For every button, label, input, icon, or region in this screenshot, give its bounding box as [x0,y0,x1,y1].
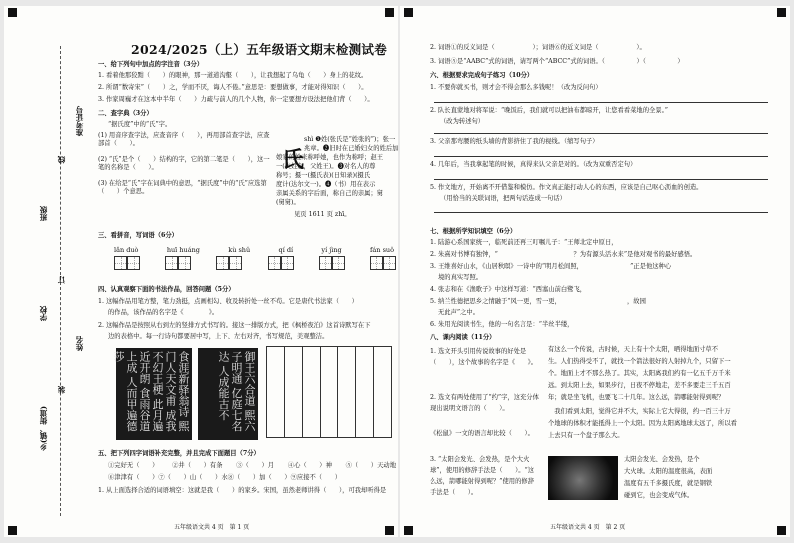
question-text: 2. 词语①的反义词是（ ）；词语⑥的近义词是（ ）。 [430,44,646,51]
question-text: 1. 看着他那狡黠（ ）的眼神，那一道道沟壑（ ），让我想起了乌龟（ ）身上的花纹。 [98,72,368,79]
question-text: （改为转述句） [440,118,485,125]
dictionary-line: 娘家的姓来称呼她，也作为称呼；赵王 [276,154,384,161]
passage-line: 个。地面上才不那么热了。其实，太阳离我们约有一亿五千万千米 [548,370,731,377]
question-text: 2. 朱熹对书博有独钟，“ ？为有源头活水来”是他对观书的最好感悟。 [430,251,697,258]
question-text: 5. 作文地方，开始离不开借鉴和模仿。作文真正能打动人心的东西，应该是自己呕心沥血的创造。 [430,184,703,191]
idiom-item: ⑤（ ）天动地 [345,462,396,469]
section-6-heading: 六、根据要求完成句子练习（10分） [430,72,534,79]
passage-line: 碰到它，也会变成气体。 [624,492,694,499]
question-text: 3. 作家周巍才在这本中半年（ ）力疏与前人的几个人物，你一定要想方设法把他们背（ ）。 [98,96,374,103]
dictionary-line: 兆章。❷旧时在已婚妇女的姓后加 [304,145,399,152]
calligraphy-column: 人成能古不 [217,365,230,421]
answer-line[interactable] [434,179,768,180]
exam-title: 2024/2025（上）五年级语文期末检测试卷 [130,42,388,57]
calligraphy-image-1 [112,348,192,440]
question-text: 4. 张志和在《渔歌子》中这样写道：“西塞山前白鹭飞， [430,286,587,293]
exam-page-1 [4,6,398,537]
idiom-row [108,474,340,482]
pinyin-item: yí jìng [321,246,342,254]
corner-mark [777,8,786,17]
dictionary-head-character: 氏 [282,147,305,173]
question-text: 2. 队长直蒙地对将军说：“晚饭后，我们就可以把油布都晾开，让您看看菜地的全景。” [430,107,668,114]
dictionary-line: 度计(达尔文一)。❹（书）用在表示 [276,181,376,188]
question-text: “据氏度”中的“氏”字。 [108,121,172,128]
passage-line: 大火球。太阳的温度很高，表面 [624,468,713,475]
pinyin-item: lǎn duò [114,246,139,254]
line-word-zhuang: 装 [57,386,66,394]
idiom-row [108,462,396,470]
school-label: 学校 [39,306,48,321]
pinyin-row [114,246,394,254]
pinyin-item: huī huáng [166,246,200,254]
question-text: 2. 选文有两处使用了“约”字，这充分体现出说明文语言的（ ）。 [430,394,539,412]
passage-line: 温度有五千多摄氏度，就是钢铁 [624,480,713,487]
idiom-item: ③（ ）月 [236,462,275,469]
answer-line[interactable] [434,212,768,213]
pinyin-item: kù shǔ [228,246,251,254]
question-text: 3. 王维喜好山水，《山居秋暝》一诗中的“明月松间照， ”正是他这种心 [430,263,672,270]
idiom-item: ⑨应接不（ ） [290,474,341,481]
question-text: 5. 纳兰性德把思乡之情融于“风一更，雪一更， ，故园 [430,298,646,305]
calligraphy-column: 亿庭七名达 [217,351,243,432]
section-4-heading: 四、认真观察下面的书法作品，回答问题（5分） [98,286,235,293]
passage-line: 太阳会发光、会发热，是个 [624,456,700,463]
passage-line: 上去只有一个盘子那么大。 [548,432,624,439]
calligraphy-column: 熙门人天文甫 [164,351,190,432]
corner-mark [404,8,413,17]
pinyin-item: qí dí [278,246,294,254]
calligraphy-column: 御王六合道 [243,351,256,406]
question-text: 6. 朱用光阅读书生，他的一句名言是：“半丝半缕， [430,321,574,328]
question-text: 4. 几年后，当我拿起笔的时候，真得来认父亲是对的。（改为双重否定句） [430,161,637,168]
question-text: 《松鼠》一文的语言却比较（ ）。 [430,430,534,437]
calligraphy-column: 熙六子明通 [230,351,256,432]
dictionary-line: (舅舅)。 [276,199,300,206]
question-text: 的作品，该作品的名字是《 》。 [108,309,219,316]
calligraphy-column: 此月遍近开朗 [138,351,164,432]
area-label: 乡(镇、街道) [39,406,48,451]
calligraphy-column: 食涯新驿翁诗 [177,351,190,417]
question-text: 1. 这幅作品用笔方整，笔力劲挺，点画相勾、收及转折处一丝不苟。它是唐代书法家（ ） [98,298,358,305]
passage-line: 有这么一个传说，古时候，天上有十个太阳，晒得地面寸草不 [548,346,719,353]
question-text: (2) “氏”是个（ ）结构的字，它的第二笔是（ ），这一笔的名称是（ ）。 [98,156,270,171]
page-footer: 五年级语文共 4 页 第 2 页 [550,524,626,531]
question-text: (3) 在给是“氏”字在词典中的意思，“据氏度”中的“氏”应选第（ ）个意思。 [98,180,267,195]
section-1-heading: 一、给下列句中加点的字注音（3分） [98,61,204,68]
answer-line[interactable] [434,156,768,157]
idiom-item: ⑧（ ）加（ ） [227,474,291,481]
question-text: 1. 不要你就买书，则才会不得会那么多钱呢！（改为反问句） [430,84,602,91]
question-text: 2. 这幅作品是按照从右到左的竖排方式书写的。接这一排版方式，把《枫桥夜泊》这首诗默写在下 [98,322,371,329]
dictionary-line: 称号；摄一(摄氏表)(日知录)(摄氏 [276,172,371,179]
line-word-xian: 线 [57,156,66,164]
poem-copy-table[interactable] [266,346,392,438]
section-7-heading: 七、根据所学知识填空（6分） [430,228,517,235]
idiom-item: ①完好无（ ） [108,462,159,469]
pinyin-item: fán suǒ [370,246,394,254]
corner-mark [777,526,786,535]
idiom-item: ④心（ ）神 [287,462,332,469]
dictionary-line: shì ❶姓(张氏是“姓张的”)；张一 [304,136,396,143]
answer-line[interactable] [434,133,768,134]
passage-line: 个地球的体积才能抵得上一个太阳。因为太阳离地球太远了，所以看 [548,420,737,427]
question-text: 3. 父亲那弯腰的纸头墙的背影挤住了我的视线。（缩写句子） [430,138,599,145]
answer-cell-pair[interactable] [370,256,396,270]
section-8-heading: 八、课内阅读（11分） [430,334,496,341]
question-text: 无此声”之中。 [438,309,480,316]
question-text: 3. 词语⑤是“AABC”式的词语，请写两个“ABCC”式的词语。（ ）（ ） [430,58,684,65]
question-text: 境的真实写照。 [438,274,483,281]
corner-mark [404,526,413,535]
answer-cell-pair[interactable] [268,256,294,270]
question-text: 1. 陆游心系国家统一，临死前还再三叮嘱儿子：“王师北定中原日， [430,239,618,246]
answer-line[interactable] [434,102,768,103]
line-word-ding: 订 [57,276,66,284]
question-text: （用恰当的关联词语，把两句话连成一句话） [440,195,566,202]
section-5-heading: 五、把下列四字词语补充完整，并且完成下面题目（7分） [98,450,260,457]
corner-mark [385,8,394,17]
question-text: 3. “太阳会发光、会发热，是个大火球”，使用的修辞手法是（ ）。“这么远，箭哪能射得到呢？”使用的修辞手法是（ ）。 [430,456,535,496]
idiom-item: ⑥津津有（ ） [108,474,159,481]
class-label: 班级 [39,206,48,221]
calligraphy-column: 食雨谷道上成 [125,351,151,432]
idiom-item: ②井（ ）有条 [172,462,223,469]
answer-cell-pair[interactable] [319,256,345,270]
question-text: 1. 选文开头引用传说故事的好处是（ ），这个故事的名字是《 》。 [430,348,538,366]
page-footer: 五年级语文共 4 页 第 1 页 [174,524,250,531]
binding-margin [4,6,94,537]
calligraphy-column: 成我不幻王梗 [151,351,177,432]
exam-number-label: 准考证号 [75,106,84,136]
dictionary-line: 亲属关系的字后面，称自己的亲属；舅 [276,190,384,197]
section-2-heading: 二、查字典（3分） [98,110,153,117]
answer-cell-pair[interactable] [165,256,191,270]
corner-mark [385,526,394,535]
calligraphy-column: 人而甲遍德莎 [112,351,138,432]
passage-line: 年；就是坐飞机，也要飞二十几年。这么远，箭哪能射得到呢？ [548,394,725,401]
sun-image [548,456,618,500]
dictionary-page-ref: 见页 1611 页 zhī。 [294,211,351,218]
idiom-item: ⑦（ ）山（ ）水 [158,474,228,481]
name-label: 姓名 [75,336,84,351]
writing-grid-row [114,256,396,270]
section-3-heading: 三、看拼音，写词语（6分） [98,232,178,239]
dictionary-line: 一(夫姓赵，父姓王)。❸对名人的尊 [276,163,376,170]
answer-cell-pair[interactable] [114,256,140,270]
passage-line: 我们看到太阳，觉得它并不大，实际上它大得很，约一百三十万 [548,408,731,415]
calligraphy-image-2 [198,348,258,440]
question-text: 2. 所谓“数寄宋”（ ）之，学而不厌，诲人不倦。”意思是：要想做事，才能对得知识（ ）。 [98,84,368,91]
answer-cell-pair[interactable] [216,256,242,270]
question-text: 边的表格中。每一行诗句都要居中写，上下、左右对齐，书写规范，美观整洁。 [108,333,329,340]
question-text: 1. 从上面选择合适的词语填空：这就是我（ ）的家乡。宋国，虽然老师讲得（ ），可我却听得是 [98,487,387,494]
exam-page-2 [400,6,790,537]
question-text: (1) 用音序查字法，应查音序（ ），再用部首查字法，应查部首（ ）。 [98,132,270,147]
passage-line: 生。人们热得受不了，就找一个箭法很好的人射掉九个，只留下一 [548,358,731,365]
passage-line: 远。到太阳上去，如果步行，日夜不停地走，差不多要走三千五百 [548,382,731,389]
